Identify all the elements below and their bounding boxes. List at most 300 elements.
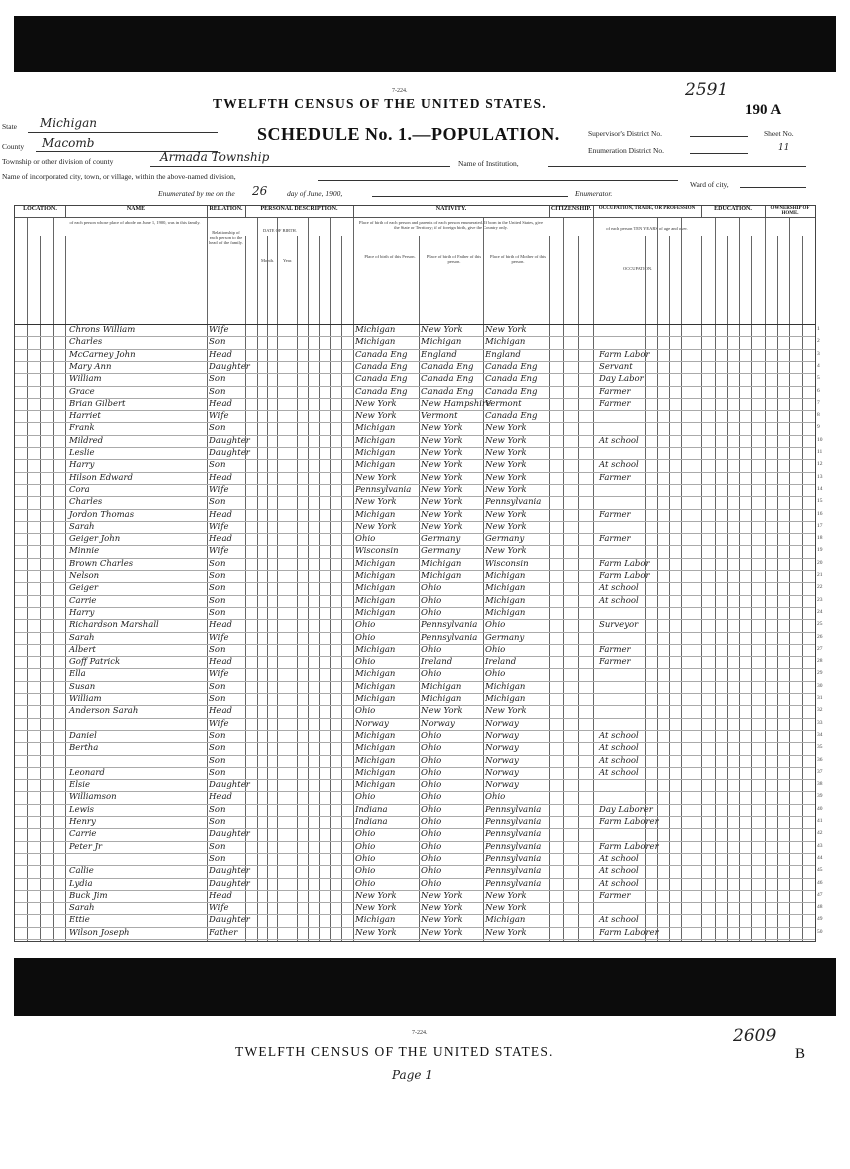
row-rule — [15, 755, 815, 756]
person-relation: Head — [209, 534, 232, 545]
column-rule — [277, 217, 278, 941]
row-number: 25 — [817, 621, 823, 628]
person-occupation: Farmer — [599, 644, 631, 655]
column-rule — [789, 217, 790, 941]
person-birthplace: Ohio — [355, 841, 376, 852]
person-relation: Son — [209, 743, 226, 754]
row-number: 23 — [817, 596, 823, 603]
row-rule — [15, 914, 815, 915]
person-birthplace: Michigan — [355, 915, 396, 926]
person-occupation: Farm Laborer — [599, 817, 659, 827]
person-occupation: Farmer — [599, 398, 631, 409]
name-col-description: of each person whose place of abode on June 1, 1900, was in this family. — [69, 220, 201, 225]
person-name: Geiger John — [69, 534, 121, 545]
row-rule — [15, 361, 815, 362]
row-number: 48 — [817, 904, 823, 911]
nativity-col-description: Place of birth of each person and parents of each person enumerated. If born in the United States, give the State or Territory; if of foreign birth, give the Country only. — [359, 220, 543, 230]
person-relation: Son — [209, 694, 226, 704]
person-birthplace: Ohio — [355, 534, 376, 545]
father-birthplace: New Hampshire — [421, 398, 492, 409]
person-relation: Head — [209, 792, 232, 803]
person-relation: Daughter — [209, 780, 250, 791]
column-rule — [353, 217, 354, 941]
row-rule — [15, 496, 815, 497]
person-occupation: Day Labor — [599, 374, 644, 385]
person-name: Lewis — [69, 804, 95, 815]
mother-birthplace: Germany — [485, 632, 525, 643]
township-label: Township or other division of county — [2, 157, 114, 166]
supervisor-label: Supervisor's District No. — [588, 129, 663, 138]
row-number: 44 — [817, 854, 823, 861]
person-name: Williamson — [69, 792, 117, 803]
column-rule — [657, 217, 658, 941]
mother-birthplace: New York — [485, 472, 527, 483]
mother-birthplace: Canada Eng — [485, 374, 538, 385]
mother-birthplace: Vermont — [485, 398, 522, 409]
row-rule — [15, 632, 815, 633]
father-birthplace: New York — [421, 423, 463, 434]
person-relation: Wife — [209, 484, 229, 495]
column-rule — [777, 236, 778, 941]
mother-birthplace: Norway — [485, 767, 519, 778]
sheet-no-value: 11 — [778, 143, 790, 153]
row-rule — [15, 681, 815, 682]
person-relation: Wife — [209, 546, 229, 557]
father-birthplace: New York — [421, 460, 463, 471]
person-birthplace: Michigan — [355, 448, 396, 458]
father-birthplace: Canada Eng — [421, 374, 474, 385]
row-rule — [15, 545, 815, 546]
father-birthplace: Ohio — [421, 841, 442, 852]
person-birthplace: New York — [355, 497, 397, 508]
mother-birthplace: New York — [485, 706, 527, 717]
person-occupation: Farmer — [599, 657, 631, 668]
father-birthplace: Ohio — [421, 853, 442, 864]
month-label: Month. — [261, 258, 275, 263]
row-number: 45 — [817, 867, 823, 874]
sheet-label: 190 A — [745, 102, 782, 118]
person-occupation: At school — [599, 915, 639, 926]
mother-birthplace: New York — [485, 509, 527, 520]
father-birthplace: Canada Eng — [421, 361, 474, 372]
row-rule — [15, 767, 815, 768]
person-birthplace: Michigan — [355, 681, 396, 692]
person-birthplace: New York — [355, 411, 397, 422]
row-number: 49 — [817, 916, 823, 923]
person-name: Mildred — [69, 435, 104, 446]
row-number: 17 — [817, 522, 823, 529]
person-name: Jordon Thomas — [69, 509, 135, 520]
mother-birthplace: Michigan — [485, 681, 526, 692]
column-rule — [739, 217, 740, 941]
footer-sheet-label: B — [795, 1046, 806, 1062]
person-name: Grace — [69, 386, 95, 397]
row-number: 50 — [817, 928, 823, 935]
person-occupation: At school — [599, 878, 639, 889]
column-rule — [681, 217, 682, 941]
father-birthplace: Pennsylvania — [421, 620, 478, 631]
person-occupation: Farm Labor — [599, 571, 650, 581]
father-birthplace: New York — [421, 706, 463, 717]
person-relation: Son — [209, 595, 226, 606]
mother-birthplace: Germany — [485, 534, 525, 545]
person-name: Ella — [69, 669, 86, 680]
father-birthplace: Michigan — [421, 571, 462, 581]
father-birthplace: Michigan — [421, 558, 462, 569]
father-birthplace: Ohio — [421, 866, 442, 877]
mother-birthplace: Pennsylvania — [485, 497, 542, 508]
person-relation: Son — [209, 767, 226, 778]
father-birthplace: New York — [421, 325, 463, 335]
row-number: 27 — [817, 645, 823, 652]
person-birthplace: Michigan — [355, 460, 396, 471]
mother-birthplace: Wisconsin — [485, 558, 529, 569]
person-relation: Father — [209, 927, 238, 938]
row-rule — [15, 509, 815, 510]
mother-birthplace: Pennsylvania — [485, 841, 542, 852]
person-relation: Son — [209, 841, 226, 852]
person-name: Ettie — [69, 915, 90, 926]
census-title: TWELFTH CENSUS OF THE UNITED STATES. — [213, 96, 547, 111]
person-relation: Son — [209, 644, 226, 655]
col-group-citizenship: CITIZENSHIP. — [549, 206, 594, 217]
person-relation: Wife — [209, 521, 229, 532]
person-name: Harry — [69, 460, 95, 471]
column-rule — [27, 217, 28, 941]
column-rule — [765, 217, 766, 941]
person-birthplace: Wisconsin — [355, 546, 399, 557]
mother-birthplace: Michigan — [485, 571, 526, 581]
row-number: 14 — [817, 485, 823, 492]
birth-mother-label: Place of birth of Mother of this person. — [490, 254, 546, 264]
stamp-number: 2591 — [685, 80, 729, 100]
row-rule — [15, 804, 815, 805]
date-birth-label: DATE OF BIRTH. — [263, 228, 297, 233]
person-relation: Head — [209, 657, 232, 668]
row-number: 16 — [817, 510, 823, 517]
mother-birthplace: Ireland — [485, 657, 517, 668]
column-rule — [297, 236, 298, 941]
row-number: 6 — [817, 387, 820, 394]
person-occupation: At school — [599, 853, 639, 864]
person-birthplace: Michigan — [355, 325, 396, 335]
person-birthplace: Ohio — [355, 620, 376, 631]
person-birthplace: Michigan — [355, 669, 396, 680]
person-occupation: Farm Laborer — [599, 841, 659, 852]
father-birthplace: Ohio — [421, 669, 442, 680]
row-number: 31 — [817, 695, 823, 701]
person-birthplace: Michigan — [355, 694, 396, 704]
person-birthplace: Michigan — [355, 509, 396, 520]
person-name: Charles — [69, 497, 103, 508]
row-number: 3 — [817, 350, 820, 357]
father-birthplace: Ohio — [421, 583, 442, 594]
column-rule — [669, 236, 670, 941]
father-birthplace: New York — [421, 521, 463, 532]
person-birthplace: Ohio — [355, 829, 376, 840]
father-birthplace: Canada Eng — [421, 386, 474, 397]
person-birthplace: Ohio — [355, 632, 376, 643]
person-birthplace: Ohio — [355, 878, 376, 889]
person-birthplace: Canada Eng — [355, 386, 408, 397]
person-name: Nelson — [69, 571, 100, 581]
person-name: Leonard — [69, 767, 105, 778]
father-birthplace: Ohio — [421, 780, 442, 791]
person-birthplace: Michigan — [355, 435, 396, 446]
father-birthplace: Vermont — [421, 411, 458, 422]
mother-birthplace: Canada Eng — [485, 361, 538, 372]
row-rule — [15, 447, 815, 448]
column-rule — [578, 236, 579, 941]
mother-birthplace: Michigan — [485, 607, 526, 618]
state-value: Michigan — [40, 116, 97, 130]
person-birthplace: Michigan — [355, 607, 396, 618]
person-relation: Head — [209, 349, 232, 360]
row-rule — [15, 816, 815, 817]
row-rule — [15, 558, 815, 559]
row-rule — [15, 730, 815, 731]
father-birthplace: Michigan — [421, 681, 462, 692]
person-occupation: Farmer — [599, 890, 631, 901]
person-name: Daniel — [69, 730, 97, 741]
mother-birthplace: New York — [485, 448, 527, 458]
column-rule — [319, 236, 320, 941]
row-rule — [15, 791, 815, 792]
row-rule — [15, 939, 815, 940]
father-birthplace: New York — [421, 903, 463, 914]
person-relation: Son — [209, 460, 226, 471]
row-number: 42 — [817, 830, 823, 837]
mother-birthplace: Pennsylvania — [485, 866, 542, 877]
occupation-col-description: of each person TEN YEARS of age and over. — [606, 226, 688, 231]
person-relation: Daughter — [209, 361, 250, 372]
mother-birthplace: Canada Eng — [485, 386, 538, 397]
person-relation: Son — [209, 853, 226, 864]
father-birthplace: Ohio — [421, 767, 442, 778]
row-rule — [15, 828, 815, 829]
person-occupation: Servant — [599, 361, 633, 372]
person-relation: Son — [209, 755, 226, 766]
page-note: Page 1 — [392, 1068, 433, 1082]
mother-birthplace: Norway — [485, 730, 519, 741]
row-rule — [15, 410, 815, 411]
person-name: William — [69, 694, 102, 704]
mother-birthplace: Michigan — [485, 694, 526, 704]
person-occupation: Farm Labor — [599, 349, 650, 360]
person-name: Callie — [69, 866, 94, 877]
person-birthplace: Michigan — [355, 337, 396, 348]
person-name: Harriet — [69, 411, 101, 422]
person-birthplace: Michigan — [355, 423, 396, 434]
row-number: 11 — [817, 449, 823, 455]
row-rule — [15, 521, 815, 522]
person-occupation: At school — [599, 583, 639, 594]
person-relation: Son — [209, 337, 226, 348]
mother-birthplace: New York — [485, 325, 527, 335]
year-label: Year. — [283, 258, 293, 263]
row-number: 24 — [817, 608, 823, 615]
person-relation: Son — [209, 681, 226, 692]
row-rule — [15, 693, 815, 694]
mother-birthplace: Ohio — [485, 620, 506, 631]
birth-person-label: Place of birth of this Person. — [364, 254, 416, 259]
row-number: 32 — [817, 707, 823, 714]
person-relation: Wife — [209, 669, 229, 680]
sheet-no-label: Sheet No. — [764, 129, 794, 138]
father-birthplace: Ohio — [421, 804, 442, 815]
row-number: 37 — [817, 768, 823, 775]
row-number: 39 — [817, 793, 823, 800]
person-name: Elsie — [69, 780, 91, 791]
person-name: Buck Jim — [69, 890, 108, 901]
person-relation: Son — [209, 817, 226, 827]
person-relation: Head — [209, 509, 232, 520]
father-birthplace: New York — [421, 915, 463, 926]
mother-birthplace: New York — [485, 546, 527, 557]
mother-birthplace: New York — [485, 484, 527, 495]
row-number: 41 — [817, 818, 823, 824]
state-label: State — [2, 122, 17, 131]
row-rule — [15, 570, 815, 571]
person-name: Brown Charles — [69, 558, 134, 569]
person-occupation: Farmer — [599, 386, 631, 397]
scan-black-bar-top — [14, 16, 836, 72]
mother-birthplace: Michigan — [485, 915, 526, 926]
row-number: 20 — [817, 559, 823, 566]
mother-birthplace: New York — [485, 521, 527, 532]
person-birthplace: New York — [355, 927, 397, 938]
person-relation: Wife — [209, 718, 229, 729]
person-name: Richardson Marshall — [69, 620, 159, 631]
person-name: Anderson Sarah — [69, 706, 139, 717]
person-occupation: At school — [599, 595, 639, 606]
person-name: Minnie — [69, 546, 100, 557]
mother-birthplace: Michigan — [485, 595, 526, 606]
column-rule — [645, 236, 646, 941]
mother-birthplace: Ohio — [485, 669, 506, 680]
person-occupation: At school — [599, 435, 639, 446]
person-relation: Head — [209, 620, 232, 631]
column-rule — [207, 217, 208, 941]
row-rule — [15, 582, 815, 583]
row-number: 46 — [817, 879, 823, 886]
person-relation: Head — [209, 890, 232, 901]
row-number: 26 — [817, 633, 823, 640]
person-name: Cora — [69, 484, 90, 495]
father-birthplace: New York — [421, 497, 463, 508]
mother-birthplace: Pennsylvania — [485, 878, 542, 889]
row-number: 4 — [817, 362, 820, 369]
birth-father-label: Place of birth of Father of this person. — [426, 254, 482, 264]
form-code-top: 7-224. — [392, 88, 408, 94]
person-birthplace: Ohio — [355, 657, 376, 668]
column-rule — [341, 236, 342, 941]
person-birthplace: Michigan — [355, 780, 396, 791]
row-rule — [15, 841, 815, 842]
person-name: William — [69, 374, 102, 385]
father-birthplace: Ohio — [421, 607, 442, 618]
person-name: Frank — [69, 423, 95, 434]
column-rule — [563, 217, 564, 941]
mother-birthplace: Norway — [485, 743, 519, 754]
column-rule — [751, 236, 752, 941]
person-birthplace: New York — [355, 472, 397, 483]
row-rule — [15, 656, 815, 657]
row-rule — [15, 607, 815, 608]
person-birthplace: Canada Eng — [355, 349, 408, 360]
column-rule — [308, 217, 309, 941]
person-relation: Wife — [209, 325, 229, 335]
father-birthplace: Michigan — [421, 337, 462, 348]
person-name: Henry — [69, 817, 96, 827]
person-birthplace: Indiana — [355, 804, 388, 815]
column-rule — [549, 236, 550, 941]
person-birthplace: Ohio — [355, 706, 376, 717]
row-rule — [15, 533, 815, 534]
father-birthplace: Norway — [421, 718, 455, 729]
person-occupation: Farm Labor — [599, 558, 650, 569]
occupation-label: OCCUPATION. — [623, 266, 653, 271]
person-name: Mary Ann — [69, 361, 112, 372]
mother-birthplace: Norway — [485, 755, 519, 766]
row-number: 10 — [817, 436, 823, 443]
person-name: Carrie — [69, 829, 97, 840]
person-occupation: Farm Laborer — [599, 927, 659, 938]
mother-birthplace: Canada Eng — [485, 411, 538, 422]
person-name: Peter Jr — [69, 841, 103, 852]
person-relation: Son — [209, 558, 226, 569]
township-value: Armada Township — [160, 150, 270, 164]
person-name: Chrons William — [69, 325, 136, 335]
person-occupation: Farmer — [599, 534, 631, 545]
father-birthplace: Germany — [421, 546, 461, 557]
person-birthplace: New York — [355, 521, 397, 532]
person-relation: Wife — [209, 632, 229, 643]
person-name: Albert — [69, 644, 96, 655]
person-relation: Daughter — [209, 448, 250, 458]
father-birthplace: Ohio — [421, 817, 442, 827]
person-occupation: At school — [599, 755, 639, 766]
mother-birthplace: England — [485, 349, 521, 360]
row-number: 5 — [817, 375, 820, 382]
row-number: 7 — [817, 399, 820, 406]
row-rule — [15, 386, 815, 387]
mother-birthplace: New York — [485, 423, 527, 434]
row-number: 13 — [817, 473, 823, 480]
column-rule — [715, 217, 716, 941]
row-rule — [15, 484, 815, 485]
person-relation: Son — [209, 804, 226, 815]
person-occupation: At school — [599, 730, 639, 741]
person-relation: Daughter — [209, 435, 250, 446]
column-rule — [53, 217, 54, 941]
father-birthplace: Michigan — [421, 694, 462, 704]
column-rule — [257, 217, 258, 941]
father-birthplace: Germany — [421, 534, 461, 545]
row-rule — [15, 472, 815, 473]
mother-birthplace: New York — [485, 435, 527, 446]
census-table — [14, 205, 823, 942]
mother-birthplace: Pennsylvania — [485, 853, 542, 864]
person-relation: Son — [209, 583, 226, 594]
row-number: 43 — [817, 842, 823, 849]
person-name: Charles — [69, 337, 103, 348]
row-rule — [15, 373, 815, 374]
row-rule — [15, 595, 815, 596]
row-rule — [15, 422, 815, 423]
person-relation: Son — [209, 730, 226, 741]
row-number: 35 — [817, 744, 823, 751]
